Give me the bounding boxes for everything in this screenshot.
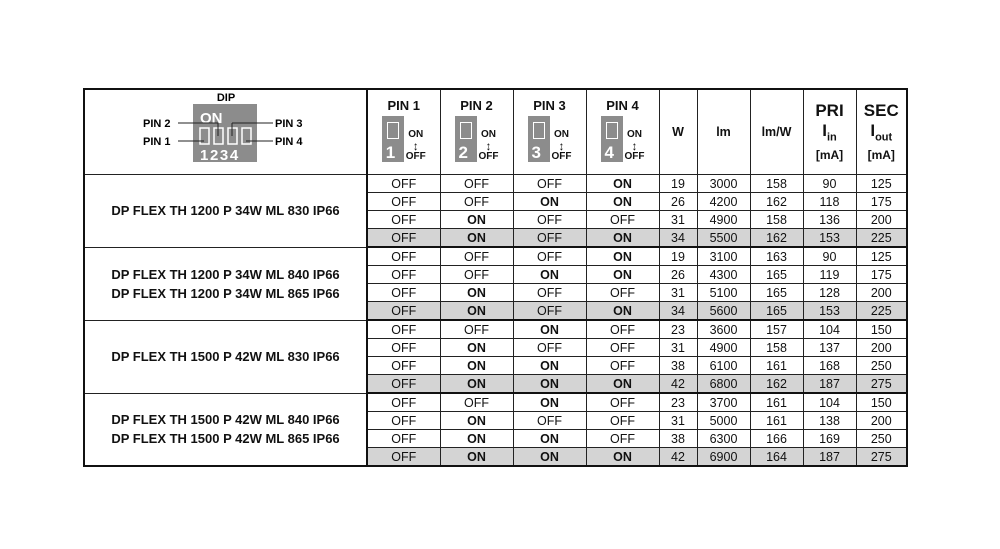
lm-value: 5500 bbox=[697, 229, 750, 248]
pin-1-label: PIN 1 bbox=[387, 98, 420, 113]
pin-1-state: OFF bbox=[367, 375, 440, 394]
pri-value: 104 bbox=[803, 393, 856, 412]
pri-value: 169 bbox=[803, 430, 856, 448]
pin-1-state: OFF bbox=[367, 320, 440, 339]
pin-4-state: OFF bbox=[586, 211, 659, 229]
w-value: 26 bbox=[659, 193, 697, 211]
lm-value: 6300 bbox=[697, 430, 750, 448]
dip-on-label: ON bbox=[200, 110, 223, 127]
pin-1-state: OFF bbox=[367, 412, 440, 430]
w-value: 34 bbox=[659, 229, 697, 248]
w-value: 23 bbox=[659, 320, 697, 339]
pin-3-label: PIN 3 bbox=[533, 98, 566, 113]
pin-2-state: OFF bbox=[440, 320, 513, 339]
pri-value: 136 bbox=[803, 211, 856, 229]
dip-title: DIP bbox=[216, 92, 236, 104]
lm-value: 4900 bbox=[697, 211, 750, 229]
pin-1-state: OFF bbox=[367, 302, 440, 321]
pin-3-header: PIN 3 3 ON ↕ OFF bbox=[513, 89, 586, 175]
pin-1-state: OFF bbox=[367, 357, 440, 375]
pin-2-switch-icon: 2 bbox=[455, 116, 477, 162]
product-name: DP FLEX TH 1500 P 42W ML 830 IP66 bbox=[111, 349, 340, 364]
pin-4-state: OFF bbox=[586, 393, 659, 412]
label-pin-4: PIN 4 bbox=[275, 136, 303, 148]
lmw-value: 165 bbox=[750, 284, 803, 302]
lmw-value: 165 bbox=[750, 302, 803, 321]
sec-value: 275 bbox=[856, 448, 907, 467]
lumen-header: lm bbox=[697, 89, 750, 175]
watt-header: W bbox=[659, 89, 697, 175]
w-value: 31 bbox=[659, 412, 697, 430]
pin-4-state: OFF bbox=[586, 412, 659, 430]
pin-4-state: ON bbox=[586, 247, 659, 266]
pin-4-label: PIN 4 bbox=[606, 98, 639, 113]
pri-value: 90 bbox=[803, 175, 856, 193]
pin-4-switch-icon: 4 bbox=[601, 116, 623, 162]
product-name: DP FLEX TH 1200 P 34W ML 830 IP66 bbox=[111, 203, 340, 219]
pin-2-state: ON bbox=[440, 339, 513, 357]
sec-value: 125 bbox=[856, 175, 907, 193]
pin-2-state: ON bbox=[440, 229, 513, 248]
efficacy-header: lm/W bbox=[750, 89, 803, 175]
w-value: 38 bbox=[659, 357, 697, 375]
pin-3-state: ON bbox=[513, 357, 586, 375]
sec-value: 225 bbox=[856, 229, 907, 248]
pin-1-state: OFF bbox=[367, 211, 440, 229]
pin-1-state: OFF bbox=[367, 339, 440, 357]
pin-2-state: OFF bbox=[440, 247, 513, 266]
sec-value: 200 bbox=[856, 284, 907, 302]
pin-4-state: OFF bbox=[586, 430, 659, 448]
pin-4-state: OFF bbox=[586, 284, 659, 302]
dip-switch-diagram bbox=[85, 90, 368, 170]
w-value: 42 bbox=[659, 448, 697, 467]
pri-value: 119 bbox=[803, 266, 856, 284]
pri-value: 187 bbox=[803, 448, 856, 467]
pin-4-state: ON bbox=[586, 193, 659, 211]
lm-value: 3600 bbox=[697, 320, 750, 339]
w-value: 31 bbox=[659, 211, 697, 229]
pin-2-state: ON bbox=[440, 430, 513, 448]
pri-value: 153 bbox=[803, 302, 856, 321]
lmw-value: 163 bbox=[750, 247, 803, 266]
w-value: 42 bbox=[659, 375, 697, 394]
pin-4-state: ON bbox=[586, 175, 659, 193]
lmw-value: 161 bbox=[750, 357, 803, 375]
lmw-value: 166 bbox=[750, 430, 803, 448]
w-value: 31 bbox=[659, 339, 697, 357]
sec-value: 175 bbox=[856, 193, 907, 211]
lmw-value: 165 bbox=[750, 266, 803, 284]
dip-switch-table bbox=[83, 88, 908, 467]
pin-4-header: PIN 4 4 ON ↕ OFF bbox=[586, 89, 659, 175]
pin-3-state: ON bbox=[513, 193, 586, 211]
pin-3-state: OFF bbox=[513, 247, 586, 266]
lmw-value: 158 bbox=[750, 175, 803, 193]
lmw-value: 161 bbox=[750, 412, 803, 430]
label-pin-1: PIN 1 bbox=[143, 136, 171, 148]
lm-value: 4300 bbox=[697, 266, 750, 284]
pin-1-state: OFF bbox=[367, 229, 440, 248]
pin-2-state: ON bbox=[440, 211, 513, 229]
lm-value: 4200 bbox=[697, 193, 750, 211]
dip-numbers: 1234 bbox=[200, 147, 240, 164]
w-value: 19 bbox=[659, 175, 697, 193]
dip-diagram-cell bbox=[84, 89, 367, 175]
w-value: 23 bbox=[659, 393, 697, 412]
lm-value: 5100 bbox=[697, 284, 750, 302]
pin-1-header: PIN 1 1 ON ↕ OFF bbox=[367, 89, 440, 175]
product-name: DP FLEX TH 1500 P 42W ML 840 IP66 bbox=[111, 412, 340, 428]
lmw-value: 162 bbox=[750, 229, 803, 248]
product-name-cell bbox=[84, 393, 367, 466]
pin-2-label: PIN 2 bbox=[460, 98, 493, 113]
lm-value: 3100 bbox=[697, 247, 750, 266]
lmw-value: 162 bbox=[750, 193, 803, 211]
pin-1-switch-icon: 1 bbox=[382, 116, 404, 162]
lmw-value: 164 bbox=[750, 448, 803, 467]
pin-3-state: OFF bbox=[513, 412, 586, 430]
pin-1-state: OFF bbox=[367, 266, 440, 284]
pin-1-state: OFF bbox=[367, 247, 440, 266]
lmw-value: 158 bbox=[750, 211, 803, 229]
pin-2-header: PIN 2 2 ON ↕ OFF bbox=[440, 89, 513, 175]
product-name-cell bbox=[84, 175, 367, 248]
pin-3-state: OFF bbox=[513, 175, 586, 193]
lm-value: 4900 bbox=[697, 339, 750, 357]
product-name: DP FLEX TH 1200 P 34W ML 865 IP66 bbox=[111, 285, 340, 301]
pin-2-state: ON bbox=[440, 375, 513, 394]
pin-4-state: OFF bbox=[586, 320, 659, 339]
pin-2-state: ON bbox=[440, 357, 513, 375]
sec-current-header: SEC $I_{out}$ [mA] bbox=[856, 89, 907, 175]
lmw-value: 157 bbox=[750, 320, 803, 339]
product-name-cell bbox=[84, 320, 367, 393]
pin-4-state: ON bbox=[586, 266, 659, 284]
pin-1-state: OFF bbox=[367, 193, 440, 211]
sec-value: 150 bbox=[856, 320, 907, 339]
pin-2-state: ON bbox=[440, 284, 513, 302]
lmw-value: 162 bbox=[750, 375, 803, 394]
pin-4-state: ON bbox=[586, 229, 659, 248]
pin-3-switch-icon: 3 bbox=[528, 116, 550, 162]
pri-value: 187 bbox=[803, 375, 856, 394]
table-row bbox=[84, 320, 907, 339]
sec-value: 150 bbox=[856, 393, 907, 412]
pin-3-state: OFF bbox=[513, 339, 586, 357]
product-name-cell bbox=[84, 247, 367, 320]
sec-value: 200 bbox=[856, 412, 907, 430]
lm-value: 3700 bbox=[697, 393, 750, 412]
pin-2-state: ON bbox=[440, 412, 513, 430]
sec-value: 175 bbox=[856, 266, 907, 284]
table-row bbox=[84, 393, 907, 412]
pri-value: 137 bbox=[803, 339, 856, 357]
sec-value: 225 bbox=[856, 302, 907, 321]
pin-1-state: OFF bbox=[367, 175, 440, 193]
pin-2-state: ON bbox=[440, 302, 513, 321]
pri-value: 128 bbox=[803, 284, 856, 302]
lm-value: 5600 bbox=[697, 302, 750, 321]
label-pin-2: PIN 2 bbox=[143, 118, 171, 130]
pin-1-state: OFF bbox=[367, 284, 440, 302]
dip-switch-table-container bbox=[83, 88, 906, 467]
pin-3-state: ON bbox=[513, 448, 586, 467]
pin-2-state: OFF bbox=[440, 175, 513, 193]
w-value: 38 bbox=[659, 430, 697, 448]
pri-value: 118 bbox=[803, 193, 856, 211]
pri-current-header: PRI $I_{in}$ [mA] bbox=[803, 89, 856, 175]
label-pin-3: PIN 3 bbox=[275, 118, 303, 130]
pin-4-state: ON bbox=[586, 448, 659, 467]
pin-4-state: ON bbox=[586, 375, 659, 394]
pin-3-state: ON bbox=[513, 393, 586, 412]
pri-value: 138 bbox=[803, 412, 856, 430]
pin-4-state: ON bbox=[586, 302, 659, 321]
pin-3-state: OFF bbox=[513, 211, 586, 229]
sec-value: 125 bbox=[856, 247, 907, 266]
lmw-value: 158 bbox=[750, 339, 803, 357]
pin-2-state: OFF bbox=[440, 266, 513, 284]
pin-4-state: OFF bbox=[586, 357, 659, 375]
lm-value: 6900 bbox=[697, 448, 750, 467]
table-row bbox=[84, 175, 907, 193]
pin-2-state: OFF bbox=[440, 193, 513, 211]
table-body bbox=[84, 175, 907, 467]
pin-3-state: OFF bbox=[513, 302, 586, 321]
sec-value: 250 bbox=[856, 430, 907, 448]
pri-value: 104 bbox=[803, 320, 856, 339]
pin-3-state: ON bbox=[513, 266, 586, 284]
pin-1-state: OFF bbox=[367, 393, 440, 412]
pin-3-state: ON bbox=[513, 430, 586, 448]
pin-3-state: OFF bbox=[513, 284, 586, 302]
sec-value: 200 bbox=[856, 339, 907, 357]
sec-value: 275 bbox=[856, 375, 907, 394]
pri-value: 168 bbox=[803, 357, 856, 375]
sec-value: 250 bbox=[856, 357, 907, 375]
w-value: 26 bbox=[659, 266, 697, 284]
pri-value: 90 bbox=[803, 247, 856, 266]
table-row bbox=[84, 247, 907, 266]
lmw-value: 161 bbox=[750, 393, 803, 412]
pin-4-state: OFF bbox=[586, 339, 659, 357]
w-value: 19 bbox=[659, 247, 697, 266]
product-name: DP FLEX TH 1500 P 42W ML 865 IP66 bbox=[111, 431, 340, 447]
pri-value: 153 bbox=[803, 229, 856, 248]
lm-value: 3000 bbox=[697, 175, 750, 193]
pin-1-state: OFF bbox=[367, 430, 440, 448]
pin-3-state: OFF bbox=[513, 229, 586, 248]
sec-value: 200 bbox=[856, 211, 907, 229]
pin-1-state: OFF bbox=[367, 448, 440, 467]
pin-3-state: ON bbox=[513, 320, 586, 339]
pin-2-state: OFF bbox=[440, 393, 513, 412]
lm-value: 5000 bbox=[697, 412, 750, 430]
lm-value: 6800 bbox=[697, 375, 750, 394]
lm-value: 6100 bbox=[697, 357, 750, 375]
product-name: DP FLEX TH 1200 P 34W ML 840 IP66 bbox=[111, 266, 340, 282]
w-value: 34 bbox=[659, 302, 697, 321]
pin-2-state: ON bbox=[440, 448, 513, 467]
pin-3-state: ON bbox=[513, 375, 586, 394]
w-value: 31 bbox=[659, 284, 697, 302]
